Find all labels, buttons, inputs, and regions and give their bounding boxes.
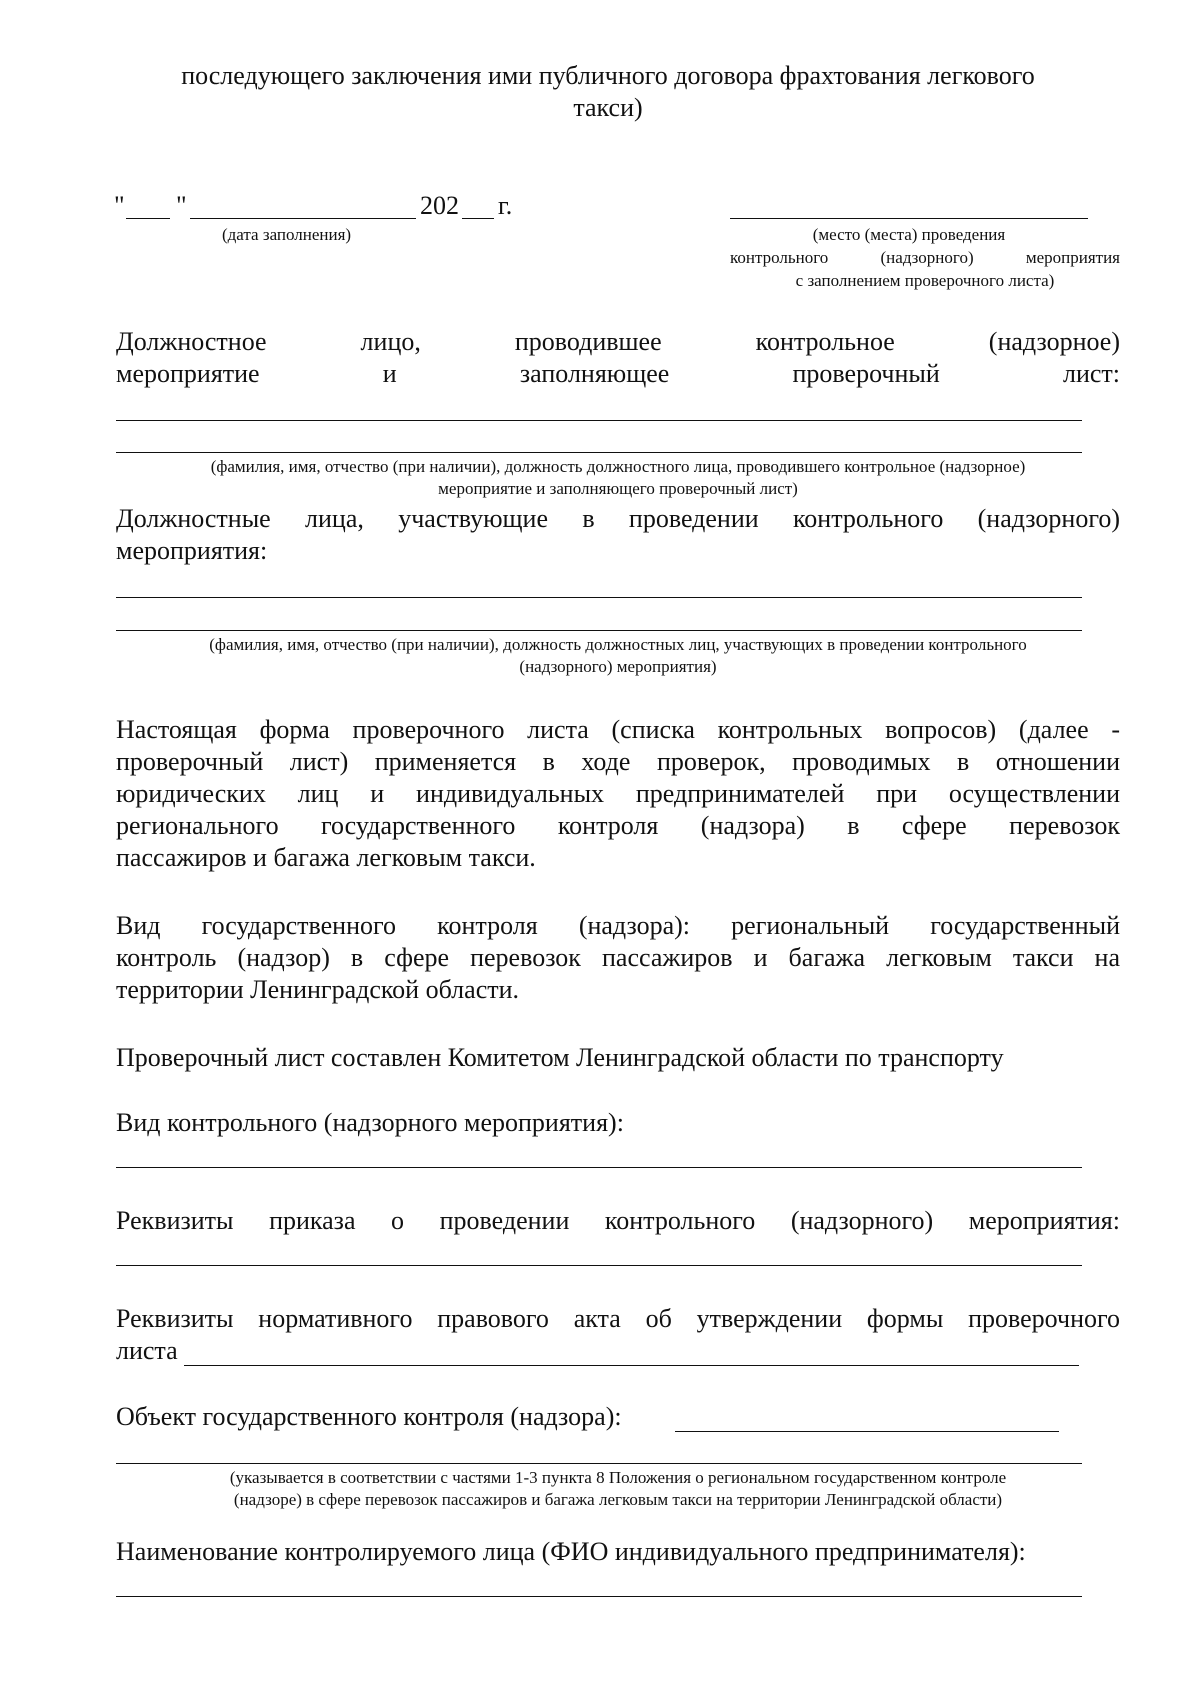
control-type-paragraph (116, 910, 1120, 1006)
order-details-field[interactable] (116, 1265, 1082, 1266)
compiled-by: Проверочный лист составлен Комитетом Ленинградской области по транспорту (116, 1043, 1004, 1072)
intro-line-2: проверочный лист) применяется в ходе проверок, проводимых в отношении (116, 747, 1120, 776)
place-caption-line-2: контрольного (надзорного) мероприятия (730, 248, 1120, 267)
date-year-suffix: г. (498, 191, 513, 220)
participants-line-2: мероприятия: (116, 536, 268, 565)
header (110, 60, 1106, 124)
controlled-person-field[interactable] (116, 1596, 1082, 1597)
intro-paragraph (116, 714, 1120, 874)
controlled-person-label: Наименование контролируемого лица (ФИО индивидуального предпринимателя): (116, 1537, 1026, 1566)
object-field-inline[interactable] (675, 1431, 1059, 1432)
date-year-prefix: 202 (420, 191, 459, 220)
date-quote-open: " (114, 191, 125, 220)
official-caption-2: мероприятие и заполняющего проверочный лист) (438, 479, 798, 498)
event-type-label: Вид контрольного (надзорного мероприятия): (116, 1108, 624, 1137)
object-caption-2: (надзоре) в сфере перевозок пассажиров и багажа легковым такси на территории Ленинградской области) (233, 1490, 1003, 1509)
header-line-1: последующего заключения ими публичного договора фрахтования легкового (181, 61, 1035, 90)
control-type-line-1: Вид государственного контроля (надзора): региональный государственный (116, 911, 1120, 940)
intro-line-5: пассажиров и багажа легковым такси. (116, 843, 536, 872)
date-month-field[interactable] (190, 218, 416, 219)
participants-line-1: Должностные лица, участвующие в проведении контрольного (надзорного) (116, 504, 1120, 533)
intro-line-1: Настоящая форма проверочного листа (списка контрольных вопросов) (далее - (116, 715, 1120, 744)
date-day-field[interactable] (126, 218, 170, 219)
object-caption-1: (указывается в соответствии с частями 1-3 пункта 8 Положения о региональном государственном контроле (229, 1468, 1007, 1487)
participants-caption-1: (фамилия, имя, отчество (при наличии), должность должностных лиц, участвующих в проведении контрольного (209, 635, 1027, 654)
official-caption-1: (фамилия, имя, отчество (при наличии), должность должностного лица, проводившего контрольное (надзорное) (210, 457, 1026, 476)
official-line-2: мероприятие и заполняющее проверочный лист: (116, 359, 1120, 388)
intro-line-4: регионального государственного контроля (надзора) в сфере перевозок (116, 811, 1120, 840)
act-details-field[interactable] (184, 1365, 1079, 1366)
control-type-line-2: контроль (надзор) в сфере перевозок пассажиров и багажа легковым такси на (116, 943, 1120, 972)
official-line-1: Должностное лицо, проводившее контрольное (надзорное) (116, 327, 1120, 356)
place-field[interactable] (730, 218, 1088, 219)
order-details-label: Реквизиты приказа о проведении контрольного (надзорного) мероприятия: (116, 1206, 1120, 1235)
date-quote-close: " (176, 191, 187, 220)
date-year-field[interactable] (462, 218, 494, 219)
header-line-2: такси) (573, 93, 643, 122)
object-label: Объект государственного контроля (надзора): (116, 1402, 622, 1431)
date-caption: (дата заполнения) (222, 225, 352, 244)
act-details-line-1: Реквизиты нормативного правового акта об утверждении формы проверочного (116, 1304, 1120, 1333)
participants-caption-2: (надзорного) мероприятия) (519, 657, 717, 676)
object-field[interactable] (116, 1463, 1082, 1464)
participants-field-2[interactable] (116, 630, 1082, 631)
event-type-field[interactable] (116, 1167, 1082, 1168)
place-caption-line-3: с заполнением проверочного листа) (795, 271, 1055, 290)
official-field-2[interactable] (116, 452, 1082, 453)
place-caption-line-1: (место (места) проведения (812, 225, 1006, 244)
participants-field-1[interactable] (116, 597, 1082, 598)
control-type-line-3: территории Ленинградской области. (116, 975, 520, 1004)
official-field-1[interactable] (116, 420, 1082, 421)
intro-line-3: юридических лиц и индивидуальных предпринимателей при осуществлении (116, 779, 1120, 808)
act-details-line-2: листа (116, 1336, 178, 1365)
